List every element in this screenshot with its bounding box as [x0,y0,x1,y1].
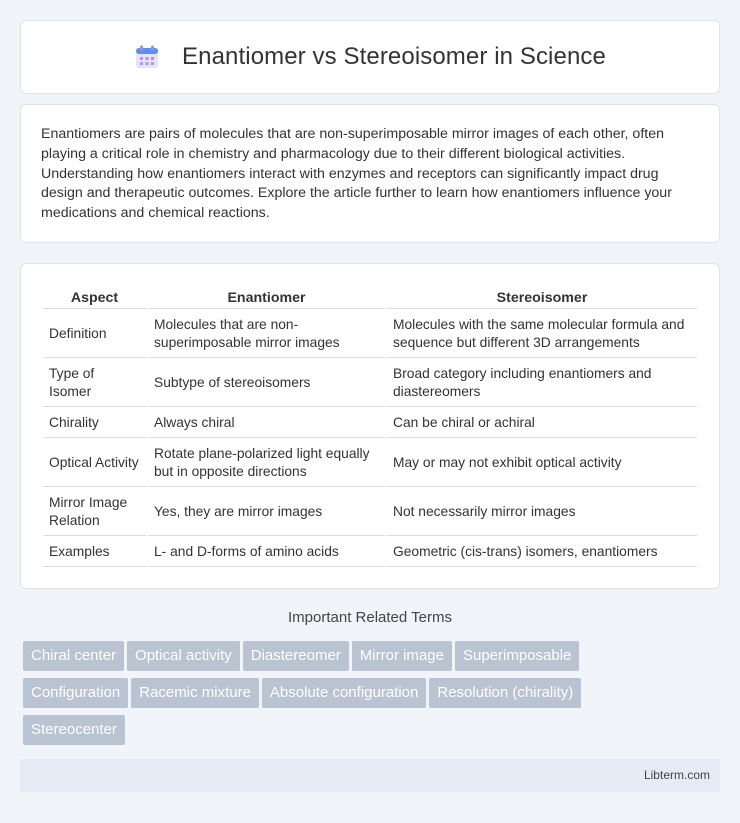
table-cell: May or may not exhibit optical activity [387,440,697,487]
footer-site-link[interactable]: Libterm.com [643,768,710,782]
table-cell: Optical Activity [43,440,146,487]
header-card [20,20,720,94]
table-row [43,538,697,567]
tag-mirror-image[interactable]: Mirror image [352,641,452,671]
table-row [43,409,697,438]
tag-optical-activity[interactable]: Optical activity [127,641,240,671]
related-terms-tags [23,641,723,752]
table-cell: Molecules with the same molecular formula and sequence but different 3D arrangements [387,311,697,358]
comparison-table [41,284,699,569]
table-cell: Subtype of stereoisomers [148,360,385,407]
table-cell: Can be chiral or achiral [387,409,697,438]
table-row [43,489,697,536]
tag-stereocenter[interactable]: Stereocenter [23,715,125,745]
intro-card [20,104,720,243]
table-row [43,311,697,358]
table-cell: Type of Isomer [43,360,146,407]
tag-absolute-configuration[interactable]: Absolute configuration [262,678,426,708]
table-cell: L- and D-forms of amino acids [148,538,385,567]
table-cell: Geometric (cis-trans) isomers, enantiomers [387,538,697,567]
footer [20,759,720,792]
intro-text: Enantiomers are pairs of molecules that are non-superimposable mirror images of each other, often playing a critical role in chemistry and pharmacology due to their different biological activities. Understanding how enantiomers interact with enzymes and receptors can significantly impact drug design and therapeutic outcomes. Explore the article further to learn how enantiomers influence your medications and chemical reactions. [41,126,672,222]
table-cell: Rotate plane-polarized light equally but in opposite directions [148,440,385,487]
column-header: Enantiomer [148,286,385,309]
tag-diastereomer[interactable]: Diastereomer [243,641,349,671]
table-cell: Chirality [43,409,146,438]
column-header: Stereoisomer [387,286,697,309]
tag-superimposable[interactable]: Superimposable [455,641,579,671]
tag-resolution-chirality[interactable]: Resolution (chirality) [429,678,581,708]
tag-configuration[interactable]: Configuration [23,678,128,708]
table-cell: Yes, they are mirror images [148,489,385,536]
comparison-card [20,263,720,589]
column-header: Aspect [43,286,146,309]
table-row [43,440,697,487]
table-cell: Mirror Image Relation [43,489,146,536]
table-header-row [43,286,697,309]
page-title: Enantiomer vs Stereoisomer in Science [182,43,606,70]
table-cell: Definition [43,311,146,358]
tag-chiral-center[interactable]: Chiral center [23,641,124,671]
related-terms-title: Important Related Terms [288,609,452,626]
calendar-icon [134,44,160,70]
tag-racemic-mixture[interactable]: Racemic mixture [131,678,259,708]
table-cell: Examples [43,538,146,567]
table-row [43,360,697,407]
table-cell: Broad category including enantiomers and diastereomers [387,360,697,407]
table-cell: Always chiral [148,409,385,438]
table-cell: Molecules that are non-superimposable mirror images [148,311,385,358]
table-cell: Not necessarily mirror images [387,489,697,536]
